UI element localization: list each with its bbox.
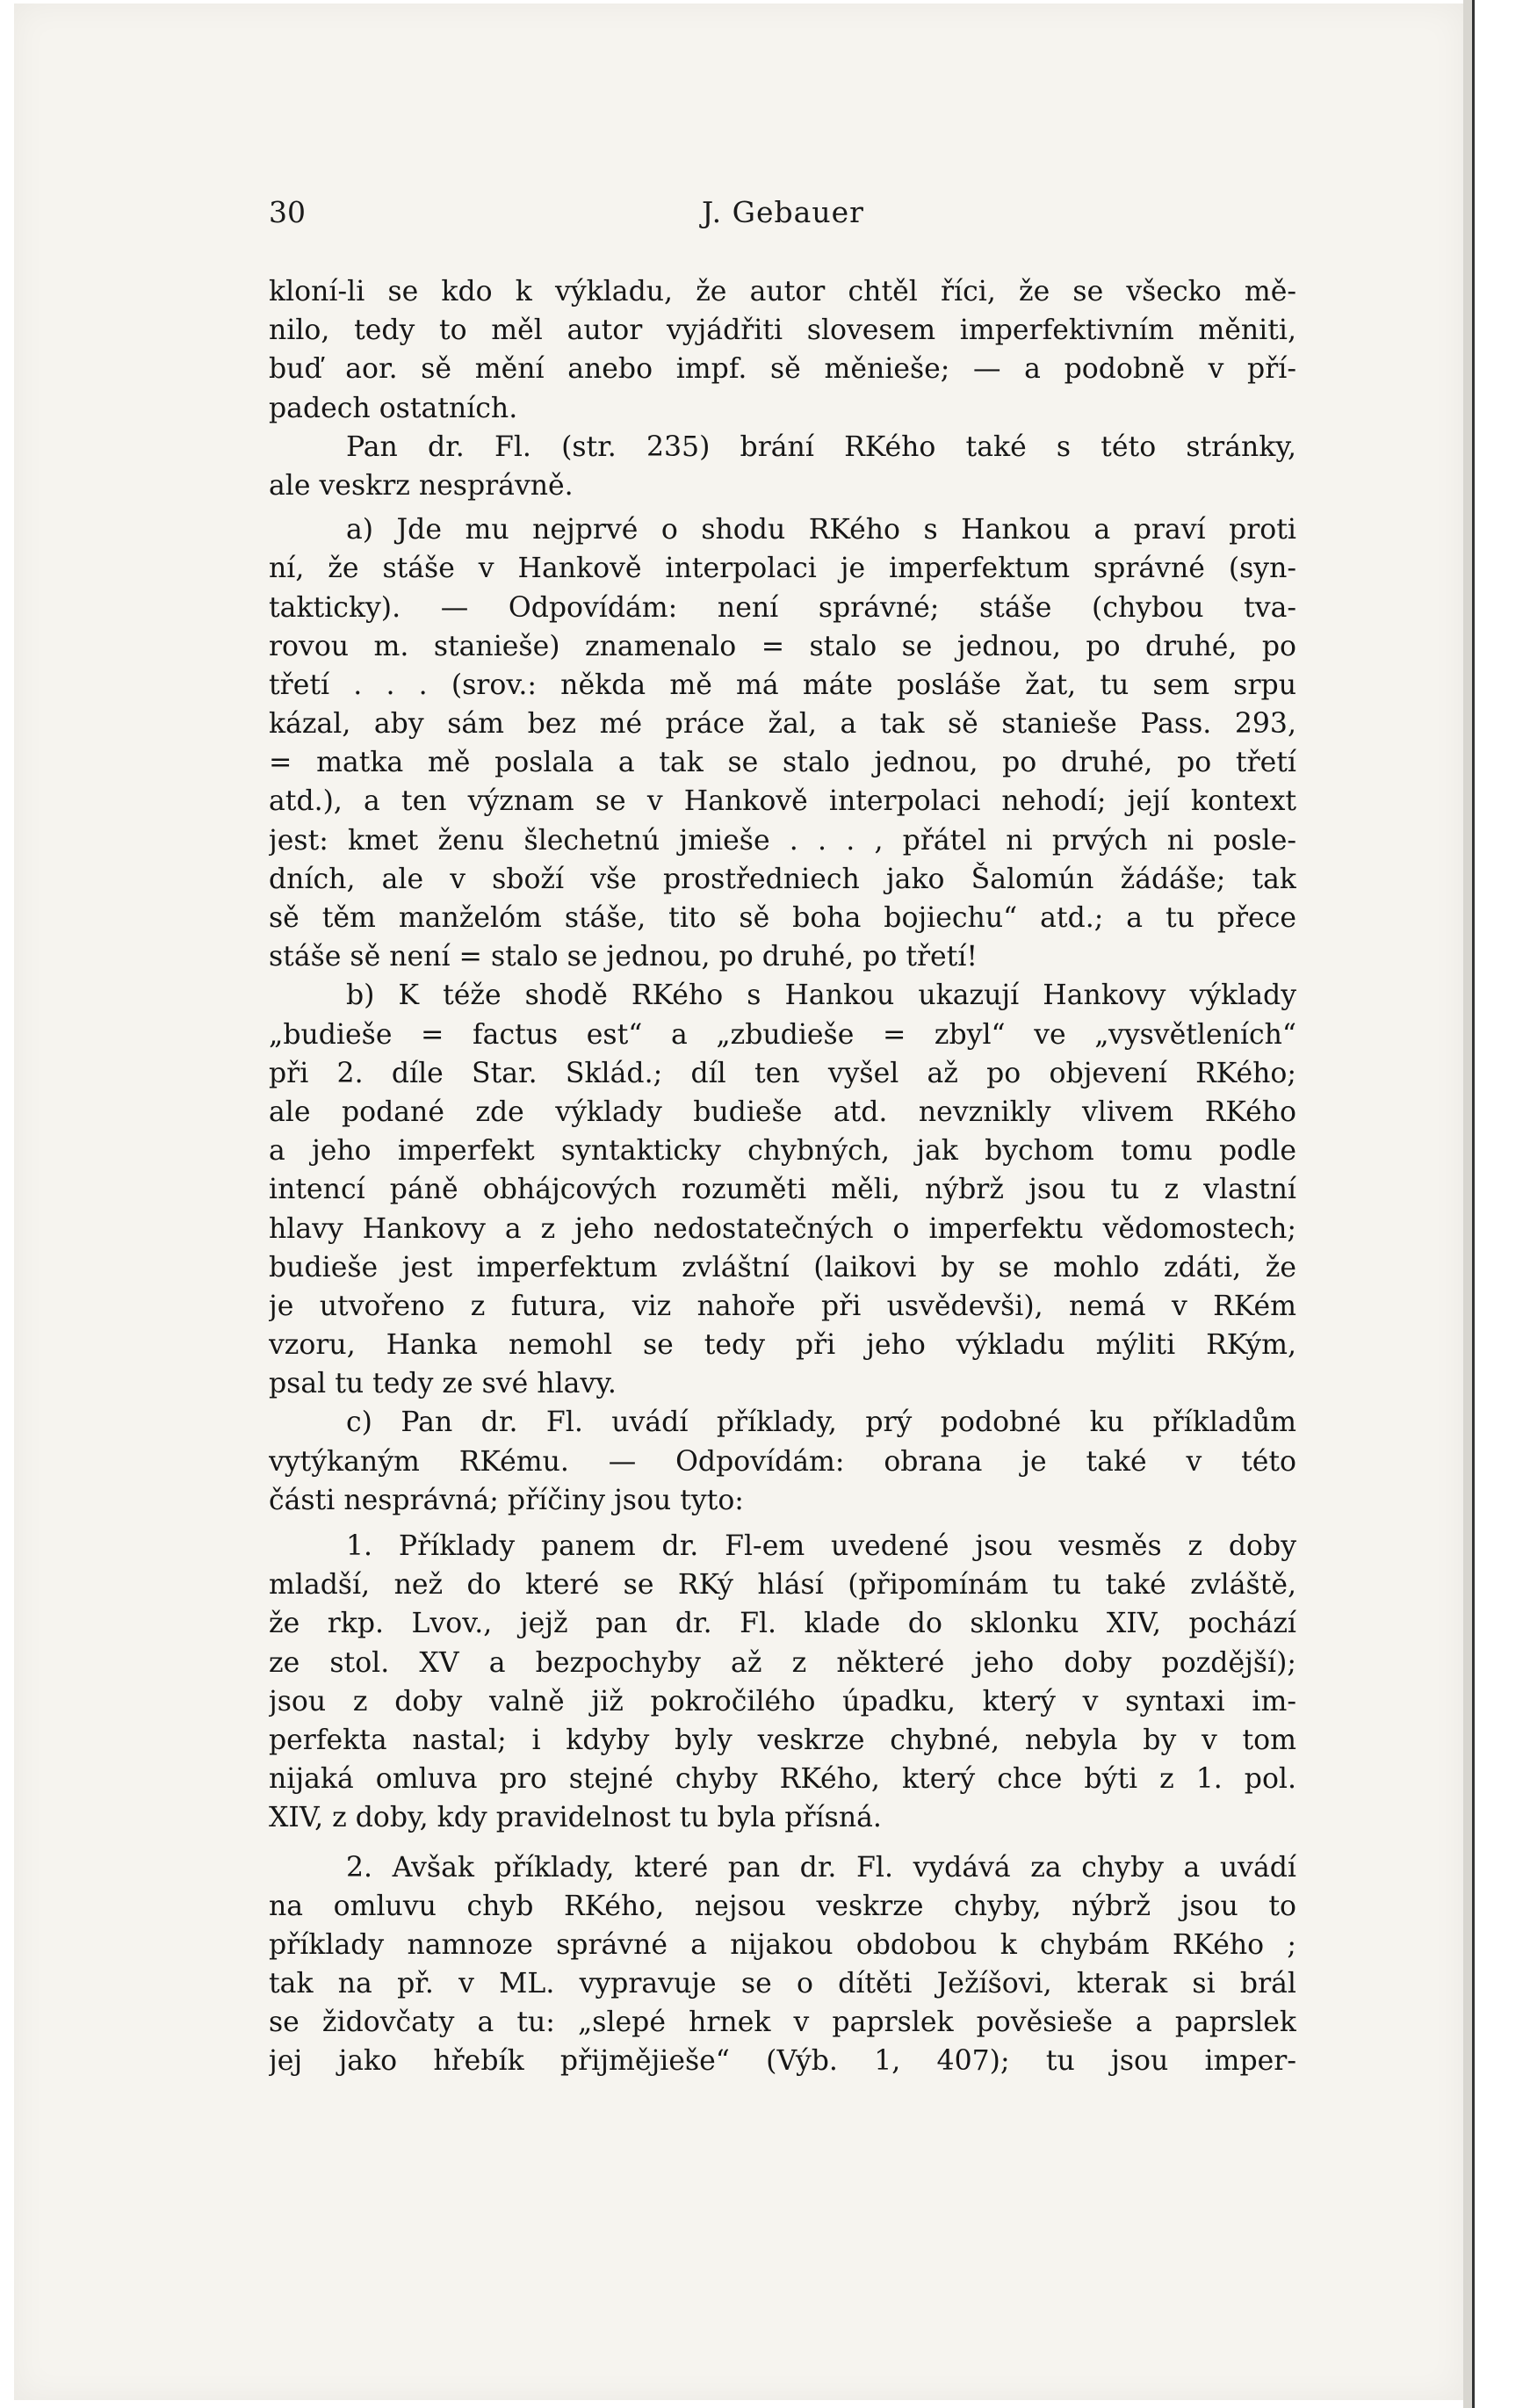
text-line: vzoru, Hanka nemohl se tedy při jeho výkladu mýliti RKým,	[269, 1329, 1296, 1362]
text-line: 2. Avšak příklady, které pan dr. Fl. vydává za chyby a uvádí	[346, 1851, 1296, 1884]
text-line: třetí . . . (srov.: někda mě má máte posláše žat, tu sem srpu	[269, 669, 1296, 701]
text-line: b) K téže shodě RKého s Hankou ukazují Hankovy výklady	[346, 980, 1296, 1012]
page-header	[269, 195, 1296, 239]
page-edge	[1463, 0, 1472, 2408]
text-line: psal tu tedy ze své hlavy.	[269, 1368, 617, 1400]
text-line: = matka mě poslala a tak se stalo jednou, po druhé, po třetí	[269, 747, 1296, 779]
page-body	[269, 272, 1296, 2081]
text-line: rovou m. stanieše) znamenalo = stalo se jednou, po druhé, po	[269, 630, 1296, 662]
text-line: „budieše = factus est“ a „zbudieše = zbyl“ ve „vysvětleních“	[269, 1018, 1296, 1051]
text-line: ze stol. XV a bezpochyby až z některé jeho doby pozdější);	[269, 1646, 1296, 1679]
page-number: 30	[269, 195, 306, 229]
text-line: se židovčaty a tu: „slepé hrnek v paprslek pověsieše a paprslek	[269, 2007, 1296, 2039]
text-line: ale podané zde výklady budieše atd. nevznikly vlivem RKého	[269, 1096, 1296, 1128]
text-line: XIV, z doby, kdy pravidelnost tu byla přísná.	[269, 1802, 882, 1834]
text-line: jsou z doby valně již pokročilého úpadku, který v syntaxi im-	[269, 1685, 1296, 1717]
text-line: a) Jde mu nejprvé o shodu RKého s Hankou a praví proti	[346, 514, 1296, 546]
text-line: jej jako hřebík přijmějieše“ (Výb. 1, 407); tu jsou imper-	[269, 2045, 1296, 2078]
text-line: kloní-li se kdo k výkladu, že autor chtěl říci, že se všecko mě-	[269, 276, 1296, 307]
text-line: buď aor. sě mění anebo impf. sě měnieše; — a podobně v pří-	[269, 353, 1296, 386]
text-line: padech ostatních.	[269, 392, 518, 424]
text-line: ale veskrz nesprávně.	[269, 469, 574, 502]
text-line: a jeho imperfekt syntakticky chybných, jak bychom tomu podle	[269, 1135, 1296, 1168]
text-line: stáše sě není = stalo se jednou, po druhé, po třetí!	[269, 941, 978, 973]
text-line: že rkp. Lvov., jejž pan dr. Fl. klade do sklonku XIV, pochází	[269, 1608, 1296, 1640]
text-line: budieše jest imperfektum zvláštní (laikovi by se mohlo zdáti, že	[269, 1251, 1296, 1284]
text-line: mladší, než do které se RKý hlásí (připomínám tu také zvláště,	[269, 1569, 1296, 1602]
text-line: dních, ale v sboží vše prostředniech jako Šalomún žádáše; tak	[269, 863, 1296, 895]
text-line: jest: kmet ženu šlechetnú jmieše . . . , přátel ni prvých ni posle-	[269, 824, 1296, 857]
text-line: kázal, aby sám bez mé práce žal, a tak sě stanieše Pass. 293,	[269, 708, 1296, 741]
text-line: takticky). — Odpovídám: není správné; stáše (chybou tva-	[269, 591, 1296, 624]
text-line: příklady namnoze správné a nijakou obdobou k chybám RKého ;	[269, 1928, 1296, 1961]
text-line: sě těm manželóm stáše, tito sě boha bojiechu“ atd.; a tu přece	[269, 902, 1296, 934]
text-line: tak na př. v ML. vypravuje se o dítěti Ježíšovi, kterak si brál	[269, 1968, 1296, 2000]
running-title: J. Gebauer	[702, 195, 864, 229]
text-line: c) Pan dr. Fl. uvádí příklady, prý podobné ku příkladům	[346, 1406, 1296, 1439]
text-line: atd.), a ten význam se v Hankově interpolaci nehodí; její kontext	[269, 785, 1296, 818]
text-line: nilo, tedy to měl autor vyjádřiti slovesem imperfektivním měniti,	[269, 315, 1296, 347]
text-line: na omluvu chyb RKého, nejsou veskrze chyby, nýbrž jsou to	[269, 1890, 1296, 1922]
text-line: vytýkaným RKému. — Odpovídám: obrana je také v této	[269, 1445, 1296, 1478]
next-page-edge	[1472, 0, 1530, 2408]
text-line: 1. Příklady panem dr. Fl-em uvedené jsou vesměs z doby	[346, 1530, 1296, 1562]
text-line: nijaká omluva pro stejné chyby RKého, který chce býti z 1. pol.	[269, 1763, 1296, 1796]
text-line: při 2. díle Star. Sklád.; díl ten vyšel až po objevení RKého;	[269, 1057, 1296, 1089]
text-line: ní, že stáše v Hankově interpolaci je imperfektum správné (syn-	[269, 553, 1296, 585]
text-line: hlavy Hankovy a z jeho nedostatečných o imperfektu vědomostech;	[269, 1212, 1296, 1245]
text-line: je utvořeno z futura, viz nahoře při usvědevši), nemá v RKém	[269, 1290, 1296, 1322]
text-line: části nesprávná; příčiny jsou tyto:	[269, 1484, 744, 1516]
text-line: Pan dr. Fl. (str. 235) brání RKého také s této stránky,	[346, 430, 1296, 463]
text-line: perfekta nastal; i kdyby byly veskrze chybné, nebyla by v tom	[269, 1724, 1296, 1756]
text-line: intencí páně obhájcových rozuměti měli, nýbrž jsou tu z vlastní	[269, 1174, 1296, 1206]
